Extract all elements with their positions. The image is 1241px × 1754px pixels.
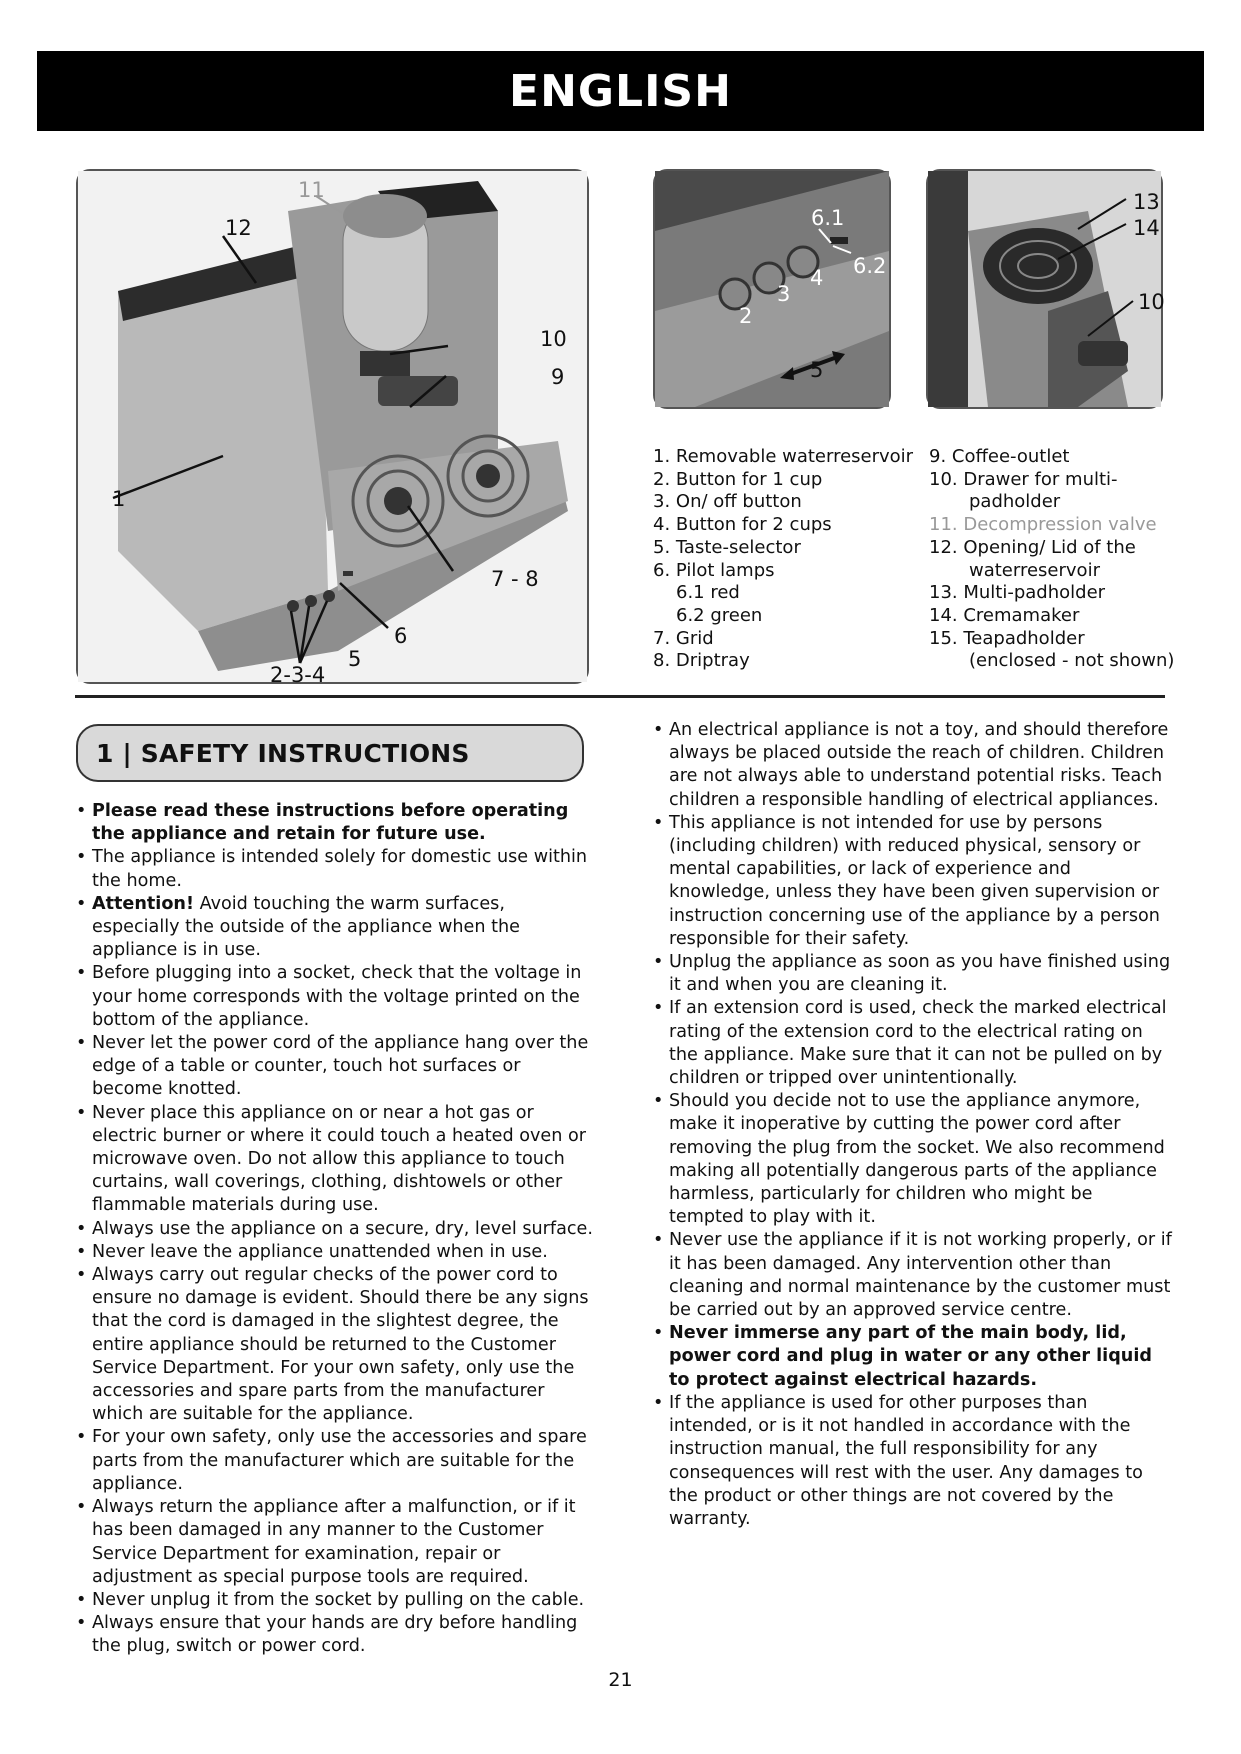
instructions-list-right: [653, 719, 1173, 1531]
instruction-text: Always return the appliance after a malfunction, or if it has been damaged in any manner to the Customer Service Department for examination, repair or adjustment as special purpose tools are required.: [92, 1497, 576, 1587]
instruction-text: Never unplug it from the socket by pulling on the cable.: [92, 1589, 585, 1610]
callout-11: 11: [298, 178, 325, 202]
legend-item: 8. Driptray: [653, 650, 750, 672]
legend-item: 7. Grid: [653, 627, 714, 649]
appliance-illustration: [78, 171, 587, 687]
legend-item: 2. Button for 1 cup: [653, 468, 823, 490]
instruction-bold: Please read these instructions before operating the appliance and retain for future use.: [92, 801, 569, 845]
instruction-text: Always use the appliance on a secure, dry, level surface.: [92, 1218, 593, 1239]
instruction-item: [76, 1102, 596, 1218]
callout-4: 4: [810, 266, 824, 290]
instruction-text: The appliance is intended solely for domestic use within the home.: [92, 847, 588, 891]
instruction-item: [653, 1392, 1173, 1531]
instruction-item: [653, 812, 1173, 951]
instruction-item: [76, 1218, 596, 1241]
instruction-text: If an extension cord is used, check the marked electrical rating of the extension cord to the electrical rating on the appliance. Make sure that it can not be pulled on by children or tripped over unintentionally.: [669, 998, 1167, 1089]
instruction-text: This appliance is not intended for use by persons (including children) with reduced physical, sensory or mental capabilities, or lack of experience and knowledge, unless they have been given supervision or instruction concerning use of the appliance by a person responsible for their safety.: [669, 812, 1160, 949]
instruction-item: [76, 1426, 596, 1496]
callout-10: 10: [1138, 290, 1165, 314]
callout-6-1: 6.1: [811, 206, 845, 230]
instructions-list-left: [76, 800, 596, 1659]
legend-item: 6. Pilot lamps: [653, 559, 775, 581]
instruction-item: [76, 962, 596, 1032]
language-header: [37, 51, 1204, 131]
instruction-item: [76, 800, 596, 846]
instruction-bold: Attention!: [92, 893, 194, 914]
instruction-item: [653, 1322, 1173, 1392]
instruction-item: [653, 1229, 1173, 1322]
callout-6: 6: [394, 624, 408, 648]
instruction-item: [76, 893, 596, 963]
callout-5: 5: [348, 647, 362, 671]
legend-item: 14. Cremamaker: [929, 604, 1080, 626]
legend-subitem: 6.2 green: [676, 604, 763, 626]
control-panel-illustration: [655, 171, 889, 407]
callout-5: 5: [810, 358, 824, 382]
callout-3: 3: [777, 282, 791, 306]
instruction-text: Avoid touching the warm surfaces, especially the outside of the appliance when the appliance is in use.: [92, 893, 520, 961]
instruction-bold: Never immerse any part of the main body, lid, power cord and plug in water or any other liquid to protect against electrical hazards.: [669, 1323, 1152, 1390]
instruction-item: [76, 1589, 596, 1612]
legend-item: 12. Opening/ Lid of the: [929, 536, 1136, 558]
legend-item: 5. Taste-selector: [653, 536, 801, 558]
callout-12: 12: [225, 216, 252, 240]
section-title: 1 | SAFETY INSTRUCTIONS: [96, 738, 470, 768]
legend-item-continued: waterreservoir: [969, 559, 1100, 581]
parts-legend-right: [929, 446, 1174, 673]
instruction-item: [653, 951, 1173, 997]
instruction-text: Never use the appliance if it is not working properly, or if it has been damaged. Any intervention other than cleaning and normal maintenance by the customer must be carried out by an approved service centre.: [669, 1230, 1172, 1321]
padholder-illustration: [928, 171, 1165, 407]
page-number: 21: [608, 1669, 633, 1691]
callout-14: 14: [1133, 216, 1160, 240]
section-heading-box: [76, 724, 584, 782]
instruction-item: [653, 997, 1173, 1090]
instruction-text: Should you decide not to use the appliance anymore, make it inoperative by cutting the power cord after removing the plug from the socket. We also recommend making all potentially dangerous parts of the appliance harmless, particularly for children who might be tempted to play with it.: [669, 1091, 1165, 1228]
callout-13: 13: [1133, 190, 1160, 214]
legend-item: 9. Coffee-outlet: [929, 446, 1070, 467]
legend-item: 15. Teapadholder: [929, 627, 1085, 649]
control-panel-photo: [653, 169, 891, 409]
instruction-item: [76, 1241, 596, 1264]
instruction-text: Before plugging into a socket, check that the voltage in your home corresponds with the voltage printed on the bottom of the appliance.: [92, 963, 582, 1030]
instruction-text: Always carry out regular checks of the power cord to ensure no damage is evident. Should there be any signs that the cord is damaged in the slightest degree, the entire appliance should be returned to the Customer Service Department. For your own safety, only use the accessories and spare parts from the manufacturer which are suitable for the appliance.: [92, 1265, 589, 1425]
instruction-text: If the appliance is used for other purposes than intended, or is it not handled in accordance with the instruction manual, the full responsibility for any consequences will rest with the user. Any damages to the product or other things are not covered by the warranty.: [669, 1392, 1143, 1529]
legend-item: 11. Decompression valve: [929, 514, 1157, 536]
language-title: ENGLISH: [509, 65, 732, 117]
section-divider: [75, 695, 1165, 698]
appliance-photo-main: [76, 169, 589, 687]
instruction-item: [653, 719, 1173, 812]
instruction-text: Never place this appliance on or near a hot gas or electric burner or where it could touch a heated oven or microwave oven. Do not allow this appliance to touch curtains, wall coverings, clothing, dishtowels or other flammable materials during use.: [92, 1102, 586, 1216]
callout-10: 10: [540, 327, 567, 351]
instruction-item: [76, 1264, 596, 1426]
legend-item-continued: (enclosed - not shown): [969, 650, 1175, 672]
instruction-item: [76, 1032, 596, 1102]
legend-item: 3. On/ off button: [653, 491, 802, 513]
callout-2: 2: [739, 304, 753, 328]
instruction-text: An electrical appliance is not a toy, and should therefore always be placed outside the reach of children. Children are not always able to understand potential risks. Teach children a responsible handling of electrical appliances.: [669, 720, 1169, 810]
instruction-item: [653, 1090, 1173, 1229]
padholder-photo: [926, 169, 1163, 409]
instructions-column-right: [653, 719, 1173, 1531]
callout-7-8: 7 - 8: [491, 567, 539, 591]
legend-subitem: 6.1 red: [676, 582, 740, 604]
callout-2-3-4: 2-3-4: [270, 663, 326, 687]
parts-legend-left: [653, 446, 913, 673]
legend-item: 4. Button for 2 cups: [653, 514, 832, 536]
instruction-item: [76, 846, 596, 892]
legend-item: 1. Removable waterreservoir: [653, 446, 914, 467]
instruction-text: Unplug the appliance as soon as you have finished using it and when you are cleaning it.: [669, 952, 1171, 996]
callout-6-2: 6.2: [853, 254, 887, 278]
instruction-text: For your own safety, only use the accessories and spare parts from the manufacturer which are suitable for the appliance.: [92, 1427, 587, 1494]
legend-item: 13. Multi-padholder: [929, 582, 1106, 604]
callout-9: 9: [551, 365, 565, 389]
instructions-column-left: [76, 800, 596, 1659]
instruction-text: Never let the power cord of the appliance hang over the edge of a table or counter, touch hot surfaces or become knotted.: [92, 1033, 589, 1100]
callout-1: 1: [112, 487, 126, 511]
legend-item-continued: padholder: [969, 491, 1061, 513]
legend-item: 10. Drawer for multi-: [929, 468, 1118, 490]
instruction-item: [76, 1496, 596, 1589]
instruction-item: [76, 1612, 596, 1658]
instruction-text: Never leave the appliance unattended when in use.: [92, 1241, 548, 1262]
instruction-text: Always ensure that your hands are dry before handling the plug, switch or power cord.: [92, 1613, 578, 1657]
